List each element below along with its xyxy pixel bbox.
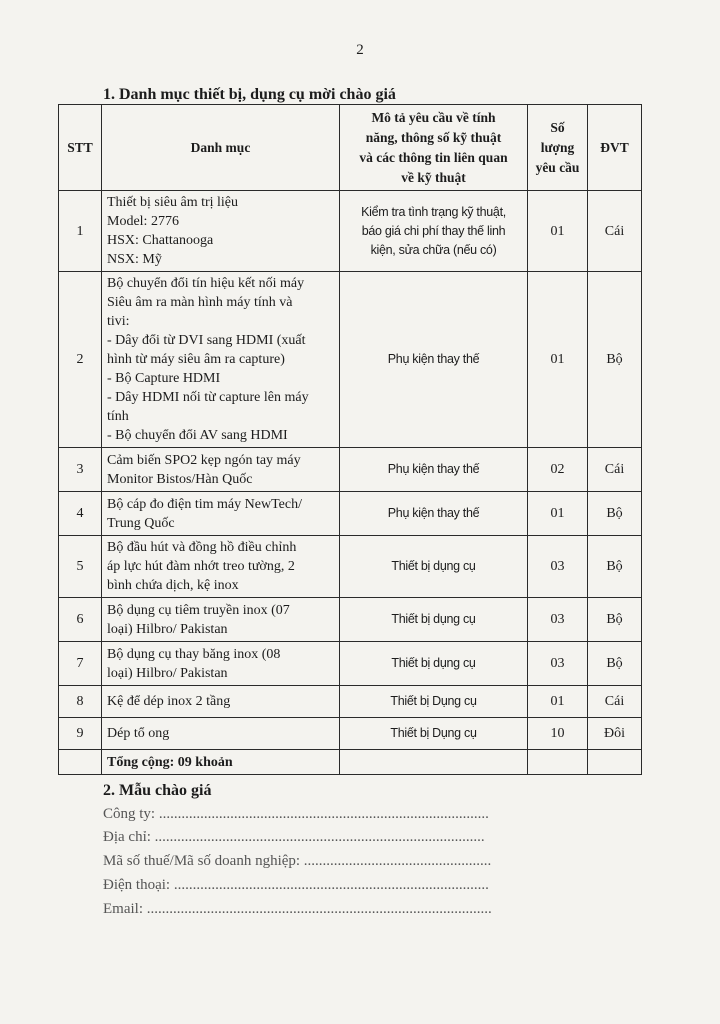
header-desc-line: Mô tả yêu cầu về tính	[371, 109, 496, 125]
row-desc-line: Kiểm tra tình trạng kỹ thuật,	[361, 204, 506, 219]
row-name-line: HSX: Chattanooga	[107, 233, 214, 248]
row-unit: Cái	[588, 686, 642, 718]
row-qty: 03	[528, 642, 588, 686]
row-stt: 3	[59, 448, 102, 492]
total-row	[59, 750, 642, 775]
header-desc-line: về kỹ thuật	[401, 169, 466, 185]
table-row	[59, 686, 642, 718]
row-qty: 01	[528, 492, 588, 536]
row-name-line: loại) Hilbro/ Pakistan	[107, 621, 228, 637]
header-qty-line: yêu cầu	[535, 159, 580, 175]
row-name	[102, 686, 340, 718]
row-desc	[340, 492, 528, 536]
row-name	[102, 448, 340, 492]
row-name-line: Bộ chuyển đổi tín hiệu kết nối máy	[107, 276, 305, 291]
row-stt: 5	[59, 536, 102, 598]
table-header-row	[59, 105, 642, 191]
table-row	[59, 598, 642, 642]
row-name	[102, 718, 340, 750]
header-qty-line: lượng	[540, 139, 575, 155]
row-desc	[340, 272, 528, 448]
row-name	[102, 536, 340, 598]
row-desc	[340, 448, 528, 492]
form-tax-id: Mã số thuế/Mã số doanh nghiệp: ..................................................	[103, 853, 492, 869]
row-desc	[340, 718, 528, 750]
row-name-line: áp lực hút đàm nhớt treo tường, 2	[107, 559, 295, 574]
row-unit: Bộ	[588, 598, 642, 642]
row-name-line: - Bộ chuyển đổi AV sang HDMI	[107, 428, 288, 443]
header-desc	[340, 105, 528, 191]
row-desc	[340, 598, 528, 642]
row-stt: 1	[59, 191, 102, 272]
row-name-line: tính	[107, 409, 129, 424]
row-qty: 10	[528, 718, 588, 750]
row-name-line: Kệ để dép inox 2 tầng	[107, 694, 231, 709]
row-qty: 03	[528, 536, 588, 598]
total-desc-cell	[340, 750, 528, 775]
form-phone: Điện thoại: ....................................................................................	[103, 877, 489, 893]
row-desc	[340, 536, 528, 598]
row-desc-line: Phụ kiện thay thế	[387, 506, 480, 520]
row-name-line: Monitor Bistos/Hàn Quốc	[107, 471, 253, 487]
row-desc-line: kiện, sửa chữa (nếu có)	[370, 242, 497, 257]
row-stt: 2	[59, 272, 102, 448]
row-name-line: tivi:	[107, 314, 130, 329]
row-desc-line: Phụ kiện thay thế	[387, 462, 480, 476]
header-desc-line: năng, thông số kỹ thuật	[365, 129, 502, 145]
row-name-line: Siêu âm ra màn hình máy tính và	[107, 295, 293, 310]
row-desc-line: Thiết bị Dụng cụ	[390, 694, 477, 708]
row-qty: 01	[528, 272, 588, 448]
row-name-line: Cảm biến SPO2 kẹp ngón tay máy	[107, 452, 301, 468]
total-unit-cell	[588, 750, 642, 775]
row-name-line: hình từ máy siêu âm ra capture)	[107, 352, 285, 367]
row-name-line: NSX: Mỹ	[107, 252, 162, 267]
row-unit: Bộ	[588, 536, 642, 598]
row-name-line: Bộ đầu hút và đồng hồ điều chỉnh	[107, 540, 297, 555]
row-desc-line: Thiết bị Dụng cụ	[390, 726, 477, 740]
row-name-line: Trung Quốc	[107, 515, 175, 531]
row-unit: Cái	[588, 191, 642, 272]
row-unit: Bộ	[588, 492, 642, 536]
row-stt: 4	[59, 492, 102, 536]
row-desc-line: Thiết bị dụng cụ	[391, 612, 476, 626]
total-stt-cell	[59, 750, 102, 775]
row-stt: 8	[59, 686, 102, 718]
row-name	[102, 272, 340, 448]
total-qty-cell	[528, 750, 588, 775]
section-2-title: 2. Mẫu chào giá	[103, 782, 212, 799]
header-qty-line: Số	[550, 119, 565, 135]
row-name	[102, 598, 340, 642]
row-unit: Bộ	[588, 272, 642, 448]
table-row	[59, 642, 642, 686]
row-desc	[340, 191, 528, 272]
row-name-line: Thiết bị siêu âm trị liệu	[107, 195, 239, 210]
total-label: Tổng cộng: 09 khoản	[102, 750, 340, 775]
header-name: Danh mục	[102, 105, 340, 191]
section-1-title: 1. Danh mục thiết bị, dụng cụ mời chào giá	[103, 86, 396, 103]
equipment-table	[58, 104, 642, 775]
row-desc-line: Phụ kiện thay thế	[387, 352, 480, 366]
row-desc	[340, 642, 528, 686]
table-row	[59, 448, 642, 492]
row-name	[102, 492, 340, 536]
row-qty: 02	[528, 448, 588, 492]
header-desc-line: và các thông tin liên quan	[359, 149, 508, 165]
row-name-line: - Dây đổi từ DVI sang HDMI (xuất	[107, 333, 306, 348]
header-unit: ĐVT	[588, 105, 642, 191]
form-address: Địa chỉ: ........................................................................................	[103, 829, 485, 845]
row-name-line: Bộ cáp đo điện tim máy NewTech/	[107, 496, 302, 512]
row-name-line: - Bộ Capture HDMI	[107, 371, 221, 386]
row-name-line: Bộ dụng cụ thay băng inox (08	[107, 646, 281, 662]
table-row	[59, 536, 642, 598]
row-name-line: bình chứa dịch, kệ inox	[107, 578, 239, 593]
header-stt: STT	[59, 105, 102, 191]
row-unit: Bộ	[588, 642, 642, 686]
row-unit: Đôi	[588, 718, 642, 750]
row-name-line: - Dây HDMI nối từ capture lên máy	[107, 390, 309, 405]
row-qty: 01	[528, 191, 588, 272]
row-stt: 9	[59, 718, 102, 750]
row-desc	[340, 686, 528, 718]
row-stt: 7	[59, 642, 102, 686]
table-row	[59, 718, 642, 750]
form-company: Công ty: ........................................................................................	[103, 806, 489, 822]
row-name-line: Bộ dụng cụ tiêm truyền inox (07	[107, 602, 290, 618]
row-desc-line: báo giá chi phí thay thế linh	[361, 223, 506, 238]
header-qty	[528, 105, 588, 191]
row-name-line: loại) Hilbro/ Pakistan	[107, 665, 228, 681]
form-email: Email: ............................................................................................	[103, 901, 492, 917]
row-stt: 6	[59, 598, 102, 642]
row-unit: Cái	[588, 448, 642, 492]
page-number: 2	[356, 42, 364, 58]
table-row	[59, 272, 642, 448]
row-name	[102, 642, 340, 686]
row-qty: 03	[528, 598, 588, 642]
row-qty: 01	[528, 686, 588, 718]
table-row	[59, 492, 642, 536]
table-row	[59, 191, 642, 272]
row-name	[102, 191, 340, 272]
row-desc-line: Thiết bị dụng cụ	[391, 656, 476, 670]
row-name-line: Dép tổ ong	[107, 726, 170, 741]
row-name-line: Model: 2776	[107, 214, 179, 229]
row-desc-line: Thiết bị dụng cụ	[391, 559, 476, 573]
